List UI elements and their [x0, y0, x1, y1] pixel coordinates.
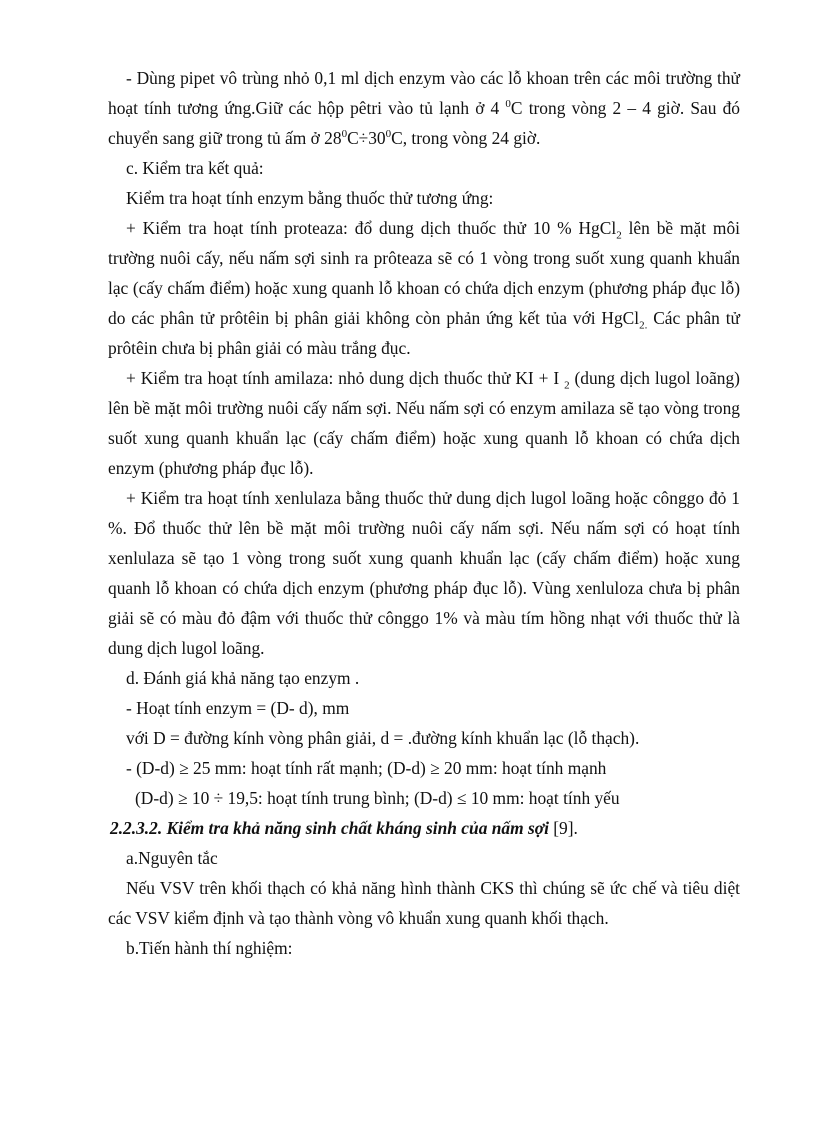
- heading-evaluate: d. Đánh giá khả năng tạo enzym .: [126, 668, 360, 688]
- section-heading: [108, 813, 740, 843]
- superscript: 0: [505, 98, 511, 111]
- heading-procedure: b.Tiến hành thí nghiệm:: [126, 938, 293, 958]
- formula-line: - Hoạt tính enzym = (D- d), mm: [126, 698, 350, 718]
- text: + Kiểm tra hoạt tính amilaza: nhỏ dung dịch thuốc thử KI + I: [126, 368, 565, 388]
- paragraph-pipet: [108, 63, 740, 153]
- subscript: 2: [616, 229, 622, 242]
- heading-check-results: c. Kiểm tra kết quả:: [126, 158, 264, 178]
- subscript: 2: [564, 379, 570, 392]
- paragraph-amylase: [108, 363, 740, 483]
- paragraph-protease: [108, 213, 740, 363]
- subscript: 2.: [639, 319, 648, 332]
- activity-scale-2: (D-d) ≥ 10 ÷ 19,5: hoạt tính trung bình; (D-d) ≤ 10 mm: hoạt tính yếu: [135, 788, 620, 808]
- citation: [9].: [548, 818, 578, 838]
- superscript: 0: [341, 128, 348, 141]
- activity-scale-1: - (D-d) ≥ 25 mm: hoạt tính rất mạnh; (D-d) ≥ 20 mm: hoạt tính mạnh: [126, 758, 607, 778]
- text: + Kiểm tra hoạt tính proteaza: đổ dung dịch thuốc thử 10 % HgCl: [126, 218, 617, 238]
- text: C trong vòng 2 – 4 giờ. Sau đó chuyển sang giữ trong tủ ấm ở 28: [108, 98, 740, 148]
- superscript: 0: [385, 128, 392, 141]
- text: lên bề mặt môi trường nuôi cấy, nếu nấm sợi sinh ra prôteaza sẽ có 1 vòng trong suốt xung quanh khuẩn lạc (cấy chấm điểm) hoặc xung quanh lỗ khoan có chứa dịch enzym (phương pháp đục lỗ) do các phân tử prôtêin bị phân giải không còn phản ứng kết tủa với HgCl: [108, 218, 740, 328]
- text: Các phân tử prôtêin chưa bị phân giải có màu trắng đục.: [108, 308, 740, 358]
- text: C÷30: [347, 128, 386, 148]
- text: C, trong vòng 24 giờ.: [391, 128, 541, 148]
- definition-line: với D = đường kính vòng phân giải, d = .đường kính khuẩn lạc (lỗ thạch).: [126, 728, 640, 748]
- document-page: [108, 63, 740, 963]
- paragraph-cellulase: + Kiểm tra hoạt tính xenlulaza bằng thuốc thử dung dịch lugol loãng hoặc cônggo đỏ 1 %. Đổ thuốc thử lên bề mặt môi trường nuôi cấy nấm sợi. Nếu nấm sợi có hoạt tính xenlulaza sẽ tạo 1 vòng trong suốt xung quanh khuẩn lạc (cấy chấm điểm) hoặc xung quanh lỗ khoan có chứa dịch enzym (phương pháp đục lỗ). Vùng xenluloza chưa bị phân giải sẽ có màu đỏ đậm với thuốc thử cônggo 1% và màu tím hồng nhạt với thuốc thử là dung dịch lugol loãng.: [108, 488, 740, 658]
- text: - Dùng pipet vô trùng nhỏ 0,1 ml dịch enzym vào các lỗ khoan trên các môi trường thử hoạt tính tương ứng.Giữ các hộp pêtri vào tủ lạnh ở 4: [108, 68, 740, 118]
- check-intro: Kiểm tra hoạt tính enzym bằng thuốc thử tương ứng:: [126, 188, 494, 208]
- paragraph-principle: Nếu VSV trên khối thạch có khả năng hình thành CKS thì chúng sẽ ức chế và tiêu diệt các VSV kiểm định và tạo thành vòng vô khuẩn xung quanh khối thạch.: [108, 878, 740, 928]
- section-title: 2.2.3.2. Kiểm tra khả năng sinh chất kháng sinh của nấm sợi: [110, 818, 549, 838]
- heading-principle: a.Nguyên tắc: [126, 848, 218, 868]
- text: (dung dịch lugol loãng) lên bề mặt môi trường nuôi cấy nấm sợi. Nếu nấm sợi có enzym amilaza sẽ tạo vòng trong suốt xung quanh khuẩn lạc (cấy chấm điểm) hoặc xung quanh lỗ khoan có chứa dịch enzym (phương pháp đục lỗ).: [108, 368, 740, 478]
